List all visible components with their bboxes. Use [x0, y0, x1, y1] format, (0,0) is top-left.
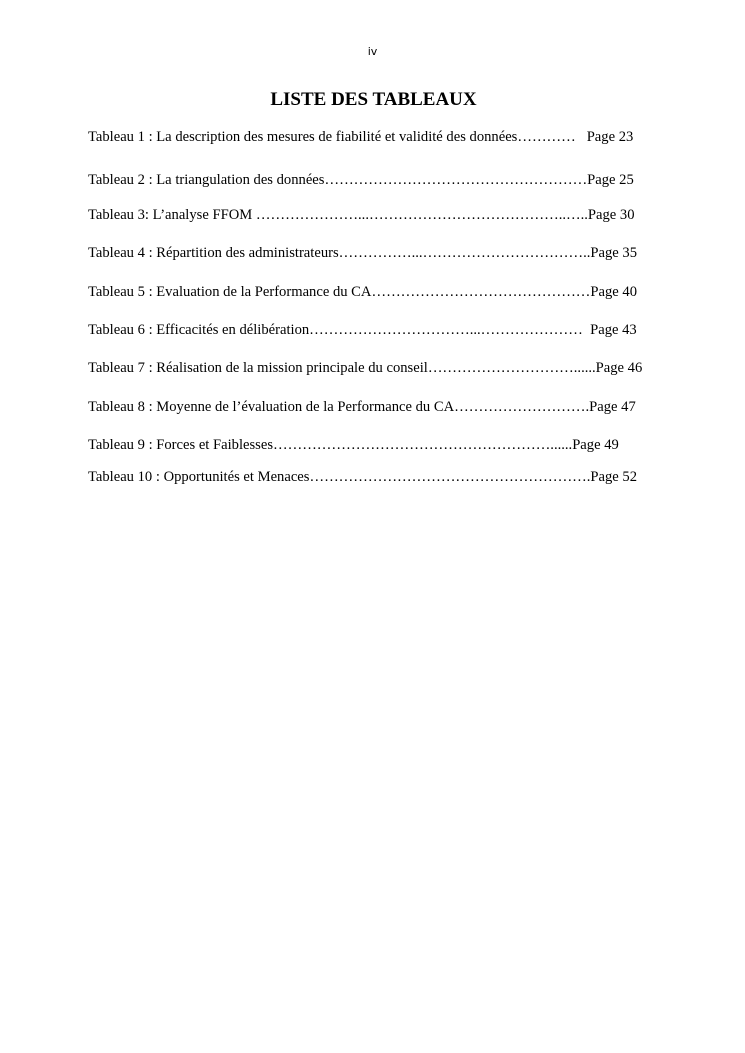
- toc-entry-tableau-1[interactable]: [88, 128, 633, 146]
- dot-leader: …………………………………………………......: [273, 437, 573, 453]
- entry-page: Page 46: [595, 360, 643, 376]
- entry-label: Tableau 8 : Moyenne de l’évaluation de la Performance du CA: [88, 399, 455, 415]
- entry-page: Page 35: [590, 245, 638, 261]
- entry-page: Page 23: [586, 129, 634, 145]
- entry-label: Tableau 5 : Evaluation de la Performance du CA: [88, 284, 372, 300]
- dot-leader: …………: [517, 129, 587, 145]
- entry-label: Tableau 9 : Forces et Faiblesses: [88, 437, 274, 453]
- dot-leader: ……………...……………………………..: [338, 245, 591, 261]
- entry-label: Tableau 4 : Répartition des administrateurs: [88, 245, 339, 261]
- dot-leader: ………………………………………: [371, 284, 591, 300]
- dot-leader: …………………...…………………………………..…..: [255, 207, 588, 223]
- entry-page: Page 49: [572, 437, 619, 453]
- entry-page: Page 40: [590, 284, 637, 300]
- dot-leader: …………………………......: [427, 360, 596, 376]
- entry-page: Page 25: [587, 172, 634, 188]
- dot-leader: ……………………….: [454, 399, 590, 415]
- entry-page: Page 47: [589, 399, 636, 415]
- entry-label: Tableau 7 : Réalisation de la mission principale du conseil: [88, 360, 428, 376]
- page-title: LISTE DES TABLEAUX: [270, 89, 477, 110]
- entry-label: Tableau 1 : La description des mesures de fiabilité et validité des données: [88, 129, 518, 145]
- toc-entry-tableau-4[interactable]: [88, 244, 637, 262]
- toc-entry-tableau-2[interactable]: [88, 171, 634, 189]
- toc-entry-tableau-3[interactable]: [88, 206, 635, 224]
- page-number: iv: [367, 45, 378, 58]
- toc-entry-tableau-8[interactable]: [88, 398, 636, 416]
- dot-leader: ……………………………...…………………: [309, 322, 591, 338]
- entry-label: Tableau 2 : La triangulation des données: [88, 172, 325, 188]
- entry-page: Page 30: [587, 207, 635, 223]
- toc-entry-tableau-10[interactable]: [88, 468, 637, 486]
- entry-label: Tableau 10 : Opportunités et Menaces: [88, 469, 310, 485]
- toc-entry-tableau-6[interactable]: [88, 321, 637, 339]
- entry-label: Tableau 3: L’analyse FFOM: [88, 207, 256, 223]
- toc-entry-tableau-9[interactable]: [88, 436, 619, 454]
- toc-entry-tableau-5[interactable]: [88, 283, 637, 301]
- dot-leader: ………………………………………………: [324, 172, 588, 188]
- dot-leader: ………………………………………………….: [309, 469, 591, 485]
- entry-page: Page 43: [590, 322, 637, 338]
- entry-page: Page 52: [590, 469, 638, 485]
- toc-entry-tableau-7[interactable]: [88, 359, 642, 377]
- entry-label: Tableau 6 : Efficacités en délibération: [88, 322, 310, 338]
